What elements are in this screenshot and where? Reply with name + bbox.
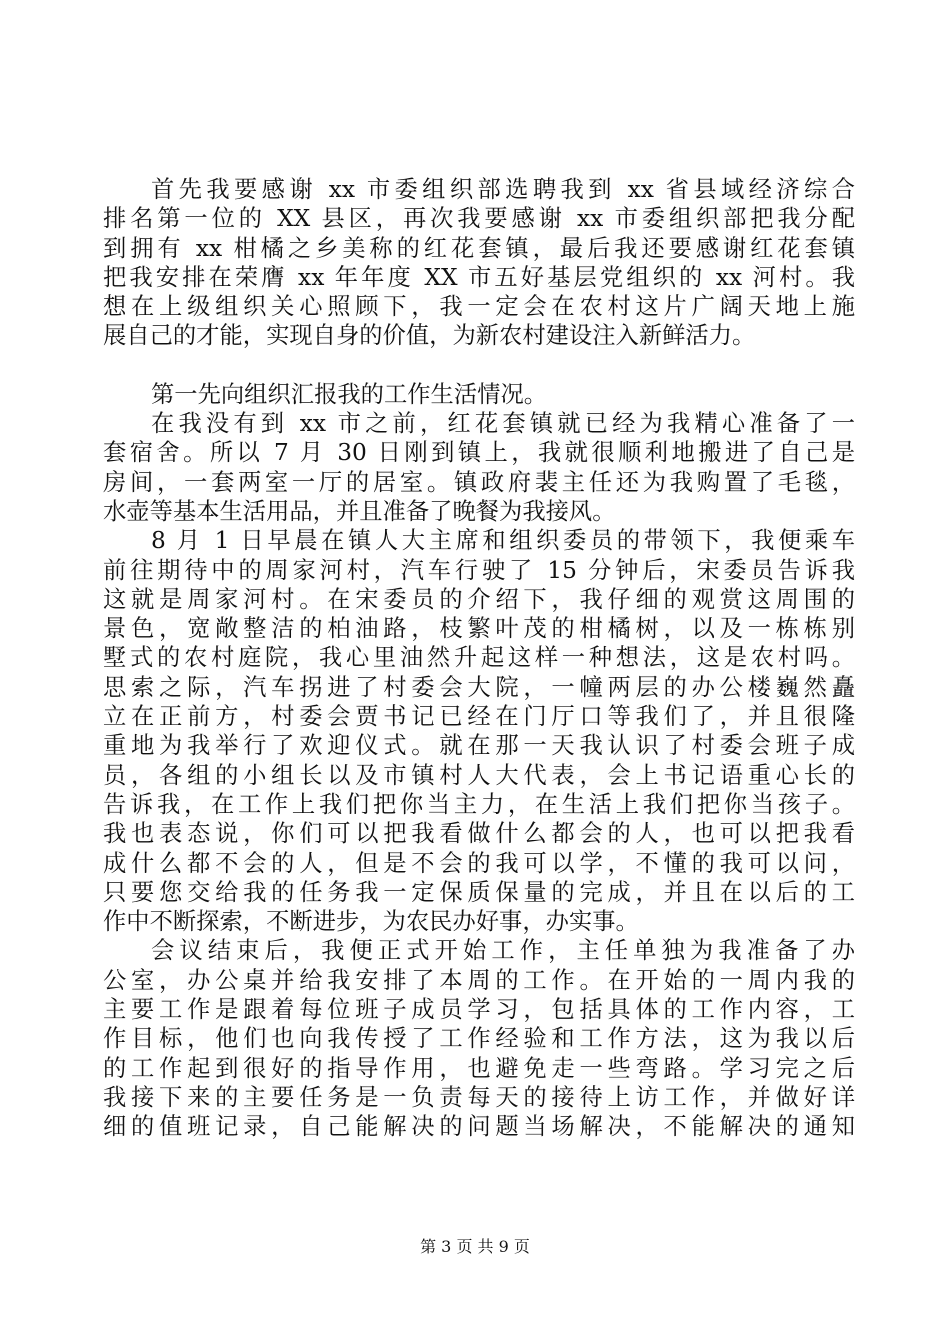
document-body [103, 175, 855, 1142]
paragraph-work-start [103, 936, 855, 1141]
text-line: 想在上级组织关心照顾下，我一定会在农村这片广阔天地上施 [103, 293, 855, 321]
text-line: 思索之际，汽车拐进了村委会大院，一幢两层的办公楼巍然矗 [103, 673, 855, 701]
text-line: 景色，宽敞整洁的柏油路，枝繁叶茂的柑橘树，以及一栋栋别 [103, 615, 855, 643]
text-line: 只要您交给我的任务我一定保质保量的完成，并且在以后的工 [103, 878, 855, 906]
text-line: 这就是周家河村。在宋委员的介绍下，我仔细的观赏这周围的 [103, 585, 855, 613]
text-line: 细的值班记录，自己能解决的问题当场解决，不能解决的通知 [103, 1113, 855, 1141]
paragraph-arrival [103, 409, 855, 526]
text-line: 水壶等基本生活用品，并且准备了晚餐为我接风。 [103, 497, 616, 525]
paragraph-gap [103, 351, 855, 380]
text-line: 套宿舍。所以 7 月 30 日刚到镇上，我就很顺利地搬进了自己是 [103, 439, 855, 467]
text-line: 8 月 1 日早晨在镇人大主席和组织委员的带领下，我便乘车 [151, 527, 855, 555]
paragraph-intro [103, 175, 855, 351]
text-line: 立在正前方，村委会贾书记已经在门厅口等我们了，并且很隆 [103, 703, 855, 731]
text-line: 把我安排在荣膺 xx 年年度 XX 市五好基层党组织的 xx 河村。我 [103, 263, 855, 291]
text-line: 公室，办公桌并给我安排了本周的工作。在开始的一周内我的 [103, 966, 855, 994]
text-line: 成什么都不会的人，但是不会的我可以学，不懂的我可以问， [103, 849, 855, 877]
text-line: 我也表态说，你们可以把我看做什么都会的人，也可以把我看 [103, 820, 855, 848]
paragraph-village-visit [103, 526, 855, 936]
text-line: 墅式的农村庭院，我心里油然升起这样一种想法，这是农村吗。 [103, 644, 855, 672]
text-line: 排名第一位的 XX 县区，再次我要感谢 xx 市委组织部把我分配 [103, 205, 855, 233]
text-line: 展自己的才能，实现自身的价值，为新农村建设注入新鲜活力。 [103, 322, 756, 350]
text-line: 首先我要感谢 xx 市委组织部选聘我到 xx 省县域经济综合 [151, 176, 855, 203]
text-line: 重地为我举行了欢迎仪式。就在那一天我认识了村委会班子成 [103, 732, 855, 760]
text-line: 主要工作是跟着每位班子成员学习，包括具体的工作内容，工 [103, 996, 855, 1024]
text-line: 房间，一套两室一厅的居室。镇政府裴主任还为我购置了毛毯， [103, 468, 855, 496]
text-line: 我接下来的主要任务是一负责每天的接待上访工作，并做好详 [103, 1083, 855, 1111]
text-line: 告诉我，在工作上我们把你当主力，在生活上我们把你当孩子。 [103, 790, 855, 818]
text-line: 作中不断探索，不断进步，为农民办好事，办实事。 [103, 908, 639, 936]
text-line: 前往期待中的周家河村，汽车行驶了 15 分钟后，宋委员告诉我 [103, 556, 855, 584]
text-line: 会议结束后，我便正式开始工作，主任单独为我准备了办 [151, 937, 855, 965]
page-number-footer: 第 3 页 共 9 页 [420, 1237, 530, 1256]
text-line: 第一先向组织汇报我的工作生活情况。 [151, 380, 548, 408]
text-line: 作目标，他们也向我传授了工作经验和工作方法，这为我以后 [103, 1025, 855, 1053]
text-line: 的工作起到很好的指导作用，也避免走一些弯路。学习完之后 [103, 1054, 855, 1082]
paragraph-section-heading [103, 380, 855, 409]
text-line: 在我没有到 xx 市之前，红花套镇就已经为我精心准备了一 [151, 410, 855, 438]
text-line: 到拥有 xx 柑橘之乡美称的红花套镇，最后我还要感谢红花套镇 [103, 234, 855, 262]
text-line: 员，各组的小组长以及市镇村人大代表，会上书记语重心长的 [103, 761, 855, 789]
